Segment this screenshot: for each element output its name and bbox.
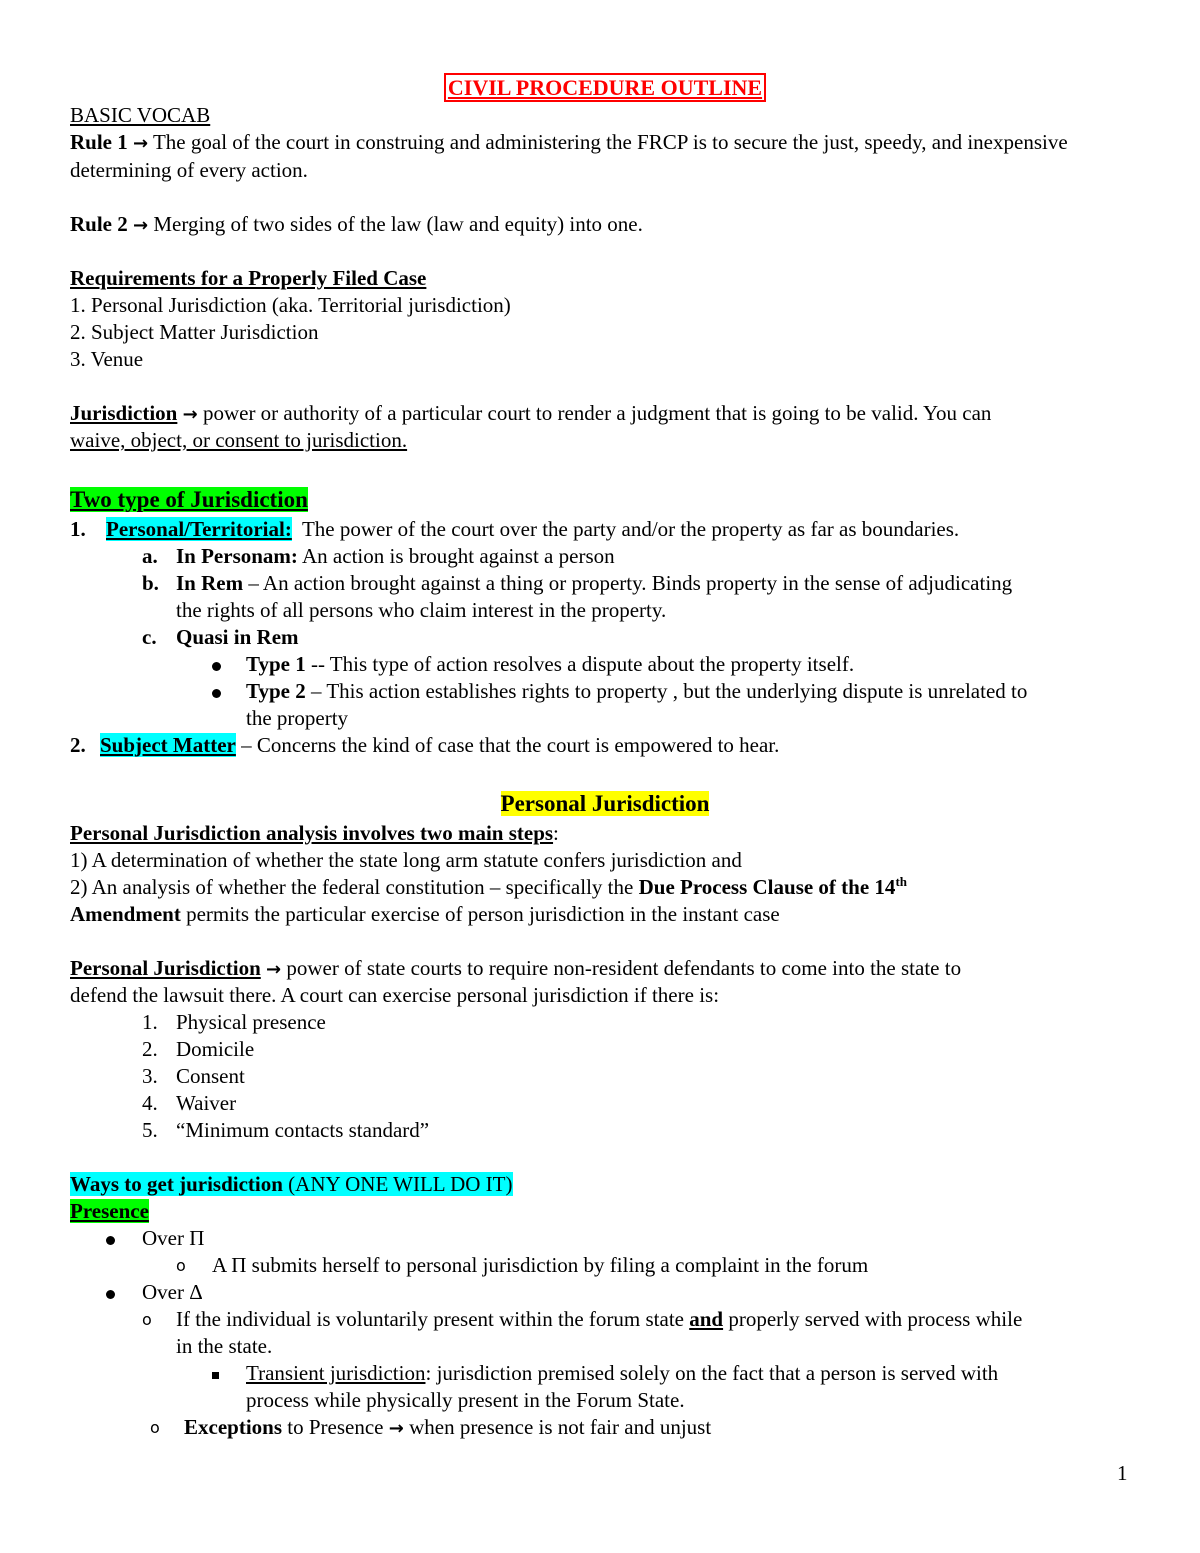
two-types-heading: Two type of Jurisdiction [70,487,308,512]
arrow-icon: → [182,404,198,425]
rule-1: Rule 1 → The goal of the court in construing and administering the FRCP is to secure the just, speedy, and inexpensive determining of every action. [70,130,1068,182]
list-item-continuation: the property [246,706,349,730]
document-title: CIVIL PROCEDURE OUTLINE [447,75,763,100]
list-item: o Exceptions to Presence → when presence is not fair and unjust [150,1415,712,1439]
list-item-continuation: in the state. [176,1334,273,1358]
list-item: 2. Domicile [142,1037,255,1061]
basic-vocab-heading: BASIC VOCAB [70,103,211,127]
jurisdiction-waiver-text: waive, object, or consent to jurisdiction. [70,428,408,452]
list-item: 5. “Minimum contacts standard” [142,1118,430,1142]
list-item: 1. Personal Jurisdiction (aka. Territorial jurisdiction) [70,293,511,317]
jurisdiction-definition: Jurisdiction → power or authority of a particular court to render a judgment that is going to be valid. You can [70,401,992,425]
personal-jurisdiction-definition: Personal Jurisdiction → power of state courts to require non-resident defendants to come into the state to [70,956,962,980]
list-item-continuation: the rights of all persons who claim interest in the property. [176,598,667,622]
list-item: o A Π submits herself to personal jurisdiction by filing a complaint in the forum [176,1253,869,1277]
bullet-icon [106,1236,115,1245]
list-item: c. Quasi in Rem [142,625,299,649]
rule-2: Rule 2 → Merging of two sides of the law (law and equity) into one. [70,212,643,236]
list-item-continuation: Amendment permits the particular exercise of person jurisdiction in the instant case [70,902,780,926]
arrow-icon: → [133,215,149,236]
personal-jurisdiction-heading: Personal Jurisdiction [500,791,710,816]
analysis-heading: Personal Jurisdiction analysis involves two main steps: [70,821,559,845]
list-item: 1. Physical presence [142,1010,326,1034]
document-page [70,74,1140,1441]
list-item: Over Π [70,1225,1140,1252]
ways-heading: Ways to get jurisdiction (ANY ONE WILL DO IT) [70,1172,513,1196]
arrow-icon: → [388,1418,404,1439]
list-item: o If the individual is voluntarily present within the forum state and properly served with process while [142,1307,1023,1331]
list-item: 4. Waiver [142,1091,237,1115]
list-item: a. In Personam: An action is brought against a person [142,544,615,568]
bullet-icon [212,689,221,698]
presence-heading: Presence [70,1199,149,1223]
definition-continuation: defend the lawsuit there. A court can exercise personal jurisdiction if there is: [70,983,720,1007]
arrow-icon: → [266,959,282,980]
bullet-icon [106,1290,115,1299]
list-item: 1. Personal/Territorial: The power of the court over the party and/or the property as far as boundaries. [70,517,960,541]
list-item: Over Δ [70,1279,1140,1306]
list-item: Type 2 – This action establishes rights to property , but the underlying dispute is unrelated to [70,678,1140,705]
requirements-heading: Requirements for a Properly Filed Case [70,266,427,290]
list-item: 2. Subject Matter Jurisdiction [70,320,319,344]
list-item: 3. Venue [70,347,144,371]
list-item: 3. Consent [142,1064,245,1088]
circle-bullet-icon: o [142,1310,152,1329]
bullet-icon [212,662,221,671]
list-item: 1) A determination of whether the state long arm statute confers jurisdiction and [70,848,742,872]
square-bullet-icon [212,1372,219,1379]
list-item-continuation: process while physically present in the Forum State. [246,1388,685,1412]
list-item: Transient jurisdiction: jurisdiction premised solely on the fact that a person is served with [70,1360,1140,1387]
list-item: b. In Rem – An action brought against a thing or property. Binds property in the sense of adjudicating [142,571,1013,595]
list-item: 2. Subject Matter – Concerns the kind of case that the court is empowered to hear. [70,733,780,757]
circle-bullet-icon: o [176,1256,186,1275]
list-item: Type 1 -- This type of action resolves a dispute about the property itself. [70,651,1140,678]
list-item: 2) An analysis of whether the federal constitution – specifically the Due Process Clause of the 14th [70,874,907,899]
circle-bullet-icon: o [150,1418,160,1437]
page-number: 1 [1117,1461,1128,1485]
arrow-icon: → [133,133,149,154]
